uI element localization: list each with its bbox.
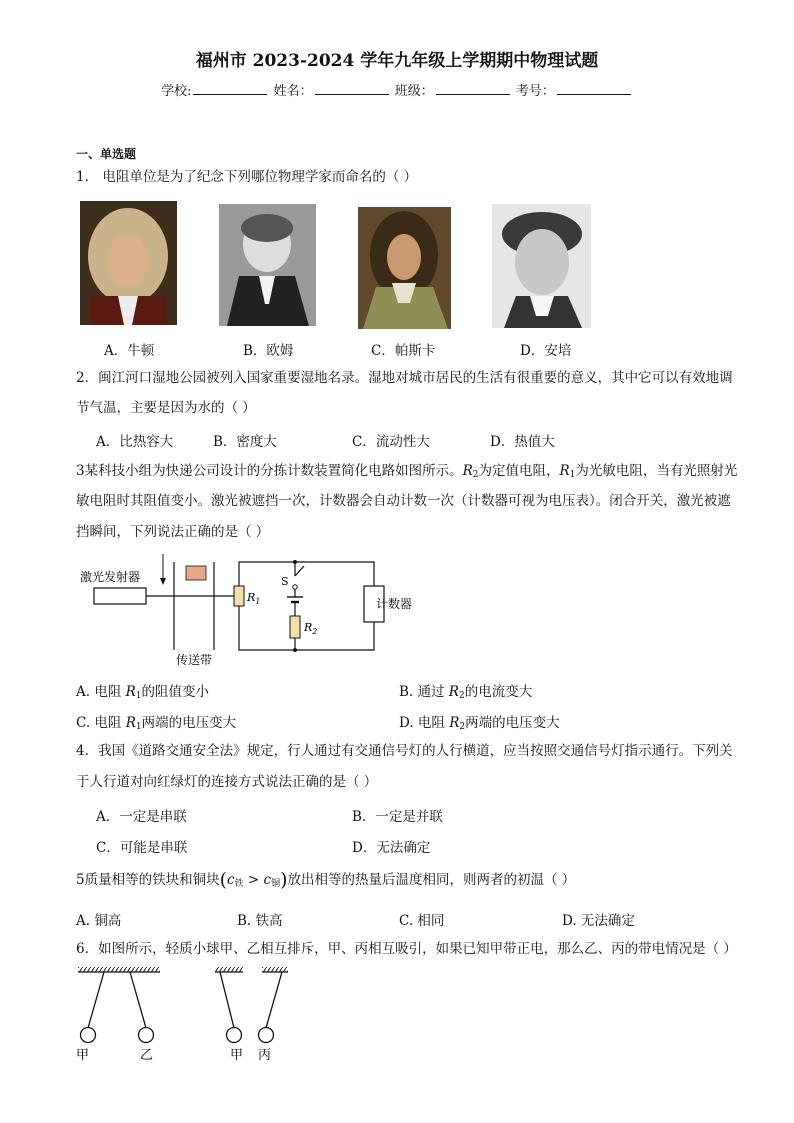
- top-wire: [239, 562, 374, 586]
- portrait-ohm: [219, 204, 316, 326]
- class-label: 班级：: [394, 84, 434, 99]
- switch-contact: [293, 585, 297, 589]
- q5-greater-than: >: [243, 872, 264, 888]
- r1-subscript: 1: [569, 470, 576, 480]
- thread-jia-1: [88, 972, 104, 1028]
- q5-option-d: D. 无法确定: [562, 913, 635, 929]
- school-blank: [193, 82, 267, 95]
- portrait-pascal: [358, 207, 451, 329]
- thread-bing: [266, 972, 282, 1028]
- portrait-newton: [80, 201, 177, 325]
- conveyor-belt-label: 传送带: [176, 653, 213, 667]
- package-box: [186, 566, 206, 580]
- r1-symbol: R: [559, 463, 570, 479]
- ceiling-mid: [215, 967, 243, 972]
- r1-diagram-label: $R_1$: [247, 591, 261, 606]
- ceiling-right: [262, 967, 288, 972]
- counter-label: 计数器: [376, 597, 413, 611]
- portrait-ampere: [492, 204, 591, 328]
- q4-line1: 4．我国《道路交通安全法》规定，行人通过有交通信号灯的人行横道，应当按照交通信号灯指示通行。下列关: [76, 743, 733, 759]
- q4-option-b: B．一定是并联: [352, 809, 443, 825]
- exam-no-blank: [557, 82, 631, 95]
- q3-line1-part-b: 为定值电阻，: [478, 463, 560, 479]
- q3-line2: 敏电阻时其阻值变小。激光被遮挡一次，计数器会自动计数一次（计数器可视为电压表）。闭合开关，激光被遮: [76, 493, 731, 509]
- laser-emitter: [94, 588, 146, 604]
- q5-stem-pre: 5质量相等的铁块和铜块: [76, 872, 220, 888]
- q2-option-b: B．密度大: [213, 434, 277, 450]
- r2-subscript: 2: [472, 470, 479, 480]
- label-yi: 乙: [140, 1048, 154, 1063]
- q2-option-a: A．比热容大: [96, 434, 174, 450]
- r2-symbol: R: [462, 463, 473, 479]
- q5-copper-sub: 铜: [271, 879, 281, 889]
- q2-option-c: C．流动性大: [352, 434, 430, 450]
- q5-stem-post: 放出相等的热量后温度相同，则两者的初温（ ）: [287, 872, 576, 888]
- q1-option-a: A．牛顿: [104, 343, 155, 359]
- student-info-line: [0, 80, 794, 99]
- q6-pendulum-diagram: [74, 962, 304, 1066]
- q1-stem: 1． 电阻单位是为了纪念下列哪位物理学家而命名的（ ）: [76, 169, 418, 185]
- q5-c-iron: c: [227, 872, 235, 888]
- exam-title: 福州市 2023-2024 学年九年级上学期期中物理试题: [195, 51, 599, 71]
- label-bing: 丙: [258, 1048, 272, 1063]
- name-label: 姓名：: [273, 84, 313, 99]
- q5-option-c: C. 相同: [399, 913, 445, 929]
- section-title: 一、单选题: [76, 147, 137, 161]
- r2-resistor: [290, 616, 300, 638]
- q5-close-paren: ): [280, 869, 288, 891]
- switch: [295, 566, 304, 576]
- q2-option-d: D．热值大: [490, 434, 555, 450]
- q5-c-copper: c: [263, 872, 272, 888]
- q6-stem: 6．如图所示，轻质小球甲、乙相互排斥，甲、丙相互吸引，如果已知甲带正电，那么乙、丙的带电情况是（ ）: [76, 941, 737, 957]
- ball-bing: [259, 1028, 274, 1043]
- q4-option-d: D．无法确定: [352, 840, 431, 856]
- r2-diagram-label: $R_2$: [304, 621, 318, 636]
- q3-option-c: C. 电阻 R1两端的电压变大: [76, 715, 237, 732]
- exam-no-label: 考号：: [515, 84, 555, 99]
- q4-option-a: A．一定是串联: [96, 809, 187, 825]
- q3-option-a: A. 电阻 R1的阻值变小: [76, 684, 210, 701]
- q3-line1: [76, 462, 737, 485]
- switch-label: S: [281, 575, 289, 588]
- q1-option-d: D．安培: [520, 343, 572, 359]
- ceiling-left: [78, 967, 160, 972]
- q5-option-b: B. 铁高: [237, 913, 283, 929]
- label-jia-1: 甲: [76, 1048, 90, 1063]
- class-blank: [436, 82, 510, 95]
- q3-option-b: B. 通过 R2的电流变大: [399, 684, 533, 701]
- q1-option-b: B．欧姆: [243, 343, 294, 359]
- q2-line2: 节气温，主要是因为水的（ ）: [76, 400, 256, 416]
- r1-photoresistor: [234, 586, 244, 606]
- q5-option-a: A. 铜高: [76, 913, 122, 929]
- q3-circuit-diagram: [76, 552, 426, 670]
- ball-jia-2: [227, 1028, 242, 1043]
- q3-option-d: D. 电阻 R2两端的电压变大: [399, 715, 560, 732]
- q1-option-c: C．帕斯卡: [371, 343, 436, 359]
- q3-line1-part-c: 为光敏电阻，当有光照射光: [575, 463, 738, 479]
- label-jia-2: 甲: [230, 1048, 244, 1063]
- q5-stem: [76, 871, 575, 894]
- name-blank: [315, 82, 389, 95]
- q4-option-c: C．可能是串联: [96, 840, 188, 856]
- laser-emitter-label: 激光发射器: [80, 570, 141, 584]
- q4-line2: 于人行道对向红绿灯的连接方式说法正确的是（ ）: [76, 774, 378, 790]
- package-arrow-head: [160, 578, 166, 585]
- thread-jia-2: [220, 972, 234, 1028]
- ball-yi: [139, 1028, 154, 1043]
- school-label: 学校:: [161, 84, 192, 99]
- ball-jia-1: [81, 1028, 96, 1043]
- q3-line3: 挡瞬间，下列说法正确的是（ ）: [76, 524, 270, 540]
- q3-line1-part-a: 3某科技小组为快递公司设计的分拣计数装置简化电路如图所示。: [76, 463, 463, 479]
- q5-open-paren: (: [219, 869, 228, 891]
- q5-iron-sub: 铁: [234, 879, 244, 889]
- thread-yi: [130, 972, 146, 1028]
- q2-line1: 2．闽江河口湿地公园被列入国家重要湿地名录。湿地对城市居民的生活有很重要的意义，其中它可以有效地调: [76, 370, 733, 386]
